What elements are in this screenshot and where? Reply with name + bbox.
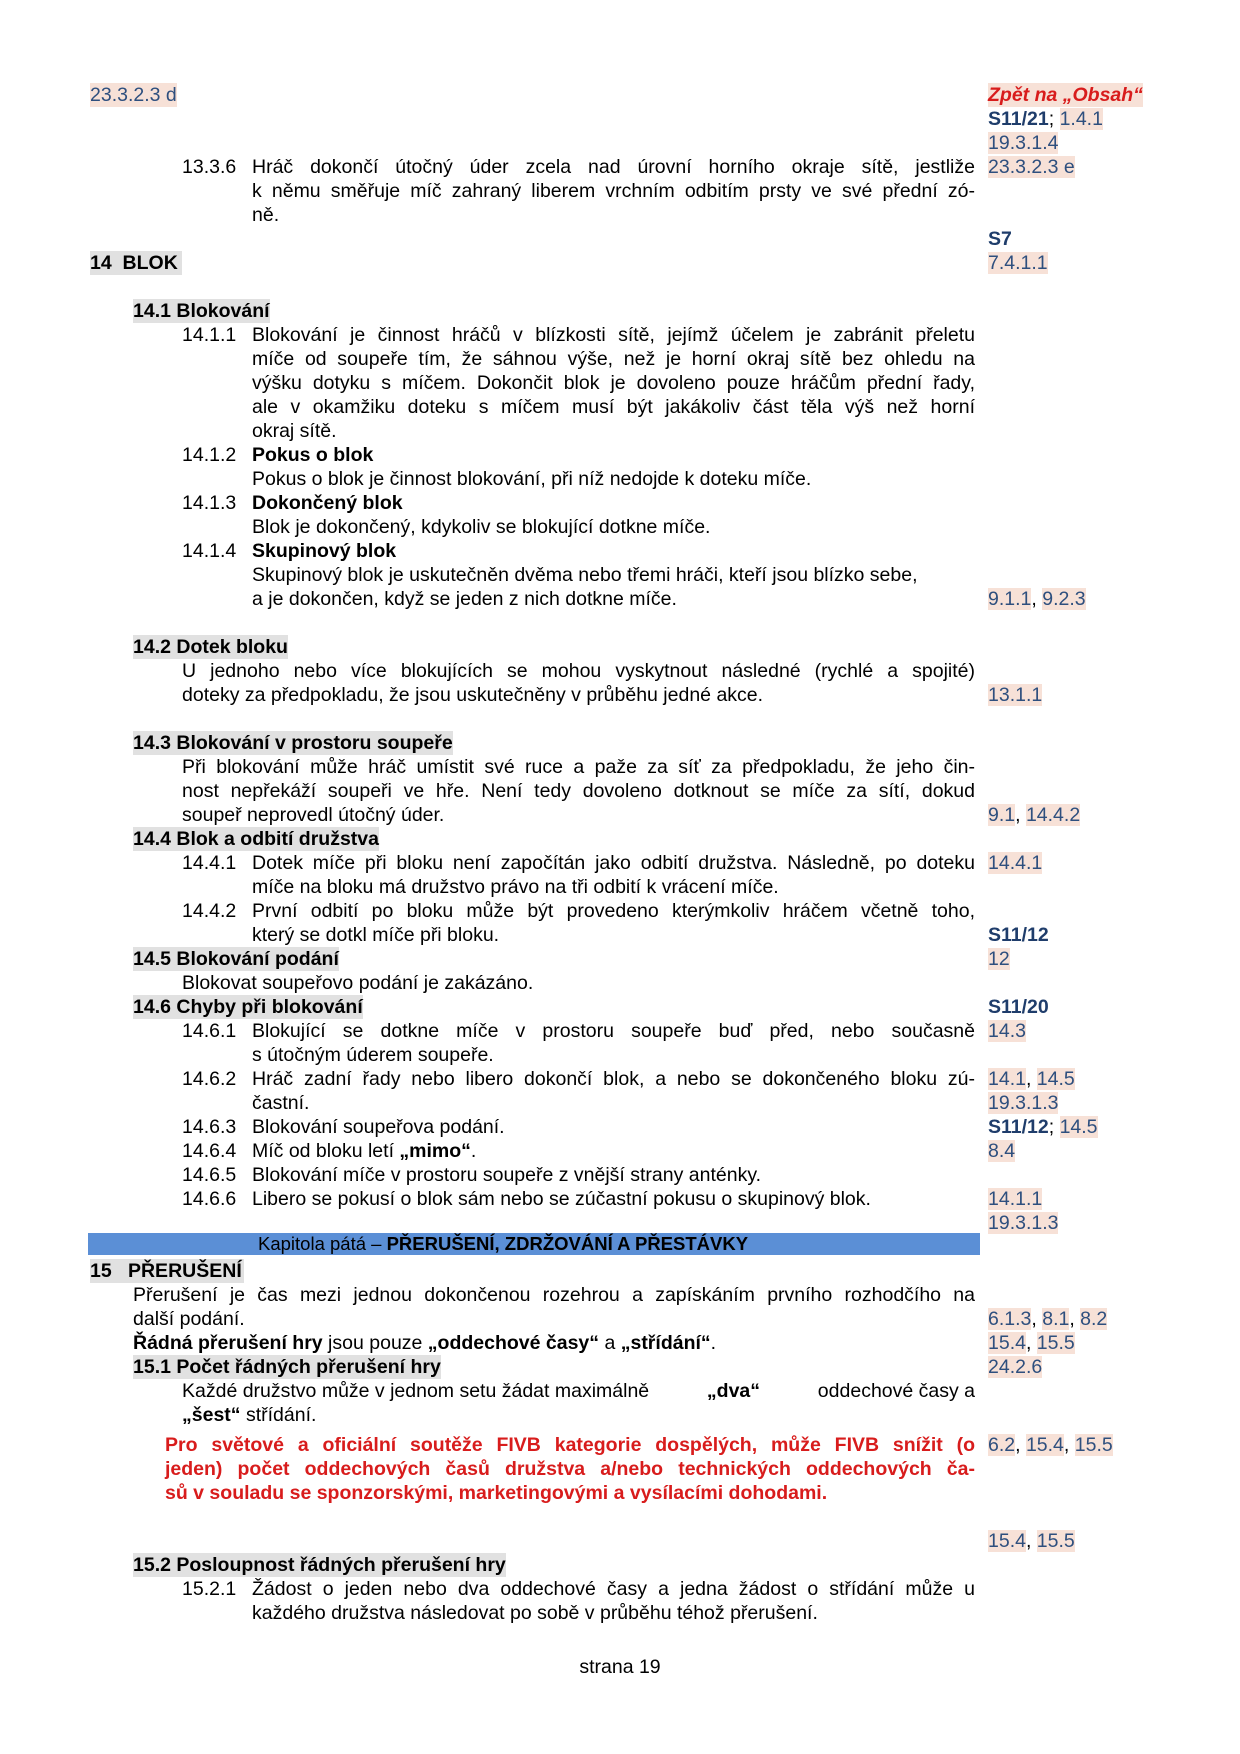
rule-text: a je dokončen, když se jeden z nich dotkne míče. [252, 588, 677, 610]
margin-ref-row [988, 683, 1042, 707]
margin-ref-row: 6.2, 15.4, 15.5 [988, 1434, 1113, 1456]
fivb-note: jeden) počet oddechových časů družstva a/nebo technických oddechových ča- [165, 1458, 975, 1480]
rule-text: Žádost o jeden nebo dva oddechové časy a jedna žádost o střídání může u [252, 1578, 975, 1600]
margin-ref-row [988, 1091, 1058, 1115]
rule-text-part: Míč od bloku letí [252, 1140, 400, 1162]
rule-text: Libero se pokusí o blok sám nebo se zúčastní pokusu o skupinový blok. [252, 1188, 871, 1210]
ref-link[interactable]: 14.1 [988, 1068, 1026, 1090]
margin-ref-row: S11/12; 14.5 [988, 1116, 1098, 1138]
section-heading: 15.1 Počet řádných přerušení hry [133, 1356, 441, 1378]
margin-ref-row [988, 1211, 1058, 1235]
rule-text: míče od soupeře tím, že sáhnou výše, než je horní okraj sítě bez ohledu na [252, 348, 975, 370]
rule-text-emphasis: „mimo“ [399, 1140, 471, 1162]
section-heading: 14.4 Blok a odbití družstva [133, 828, 379, 850]
rule-number: 14.1.2 [182, 444, 237, 466]
ref-link[interactable]: 15.5 [1074, 1434, 1113, 1456]
ref-link[interactable]: 14.3 [988, 1020, 1026, 1042]
chapter-banner-heading: PŘERUŠENÍ, ZDRŽOVÁNÍ A PŘESTÁVKY [386, 1233, 749, 1254]
ref-link[interactable]: 19.3.1.4 [988, 132, 1059, 154]
text-emphasis: „dva“ [706, 1380, 761, 1402]
text-emphasis: Řádná přerušení hry [133, 1332, 323, 1354]
rule-text: Blokující se dotkne míče v prostoru soupeře buď před, nebo současně [252, 1020, 975, 1042]
section-heading: 14.6 Chyby při blokování [133, 996, 363, 1018]
rule-text: První odbití po bloku může být provedeno kterýmkoliv hráčem včetně toho, [252, 900, 975, 922]
chapter-number: 14 [90, 252, 112, 274]
chapter-banner-prefix: Kapitola pátá – [258, 1233, 387, 1254]
chapter-text: další podání. [133, 1308, 245, 1330]
margin-ref-row [988, 1019, 1026, 1043]
rule-text: ně. [252, 204, 280, 226]
text-part: střídání. [240, 1404, 317, 1426]
ref-link[interactable]: S11/12 [988, 924, 1049, 946]
text-emphasis: „šest“ [182, 1404, 241, 1426]
section-text: soupeř neprovedl útočný úder. [182, 804, 445, 826]
rule-text: s útočným úderem soupeře. [252, 1044, 494, 1066]
ref-link[interactable]: 15.4 [1025, 1434, 1064, 1456]
text-part: Každé družstvo může v jednom setu žádat maximálně [182, 1380, 655, 1402]
ref-link[interactable]: 24.2.6 [988, 1356, 1043, 1378]
rule-text: častní. [252, 1092, 310, 1114]
section-heading: 14.1 Blokování [133, 300, 270, 322]
ref-link[interactable]: S11/21 [988, 108, 1049, 130]
margin-ref-row [988, 227, 1012, 251]
ref-link[interactable]: 8.4 [988, 1140, 1016, 1162]
margin-ref-row [988, 923, 1049, 947]
rule-text: Blokování soupeřova podání. [252, 1116, 505, 1138]
rule-text [252, 1139, 476, 1163]
margin-ref-row [988, 1355, 1042, 1379]
ref-link[interactable]: 14.4.2 [1025, 804, 1081, 826]
ref-link[interactable]: S11/12 [988, 1116, 1049, 1138]
top-reference[interactable]: 23.3.2.3 d [90, 84, 177, 106]
rule-text: Hráč dokončí útočný úder zcela nad úrovní horního okraje sítě, jestliže [252, 156, 975, 178]
ref-link[interactable]: S11/20 [988, 996, 1049, 1018]
ref-link[interactable]: 9.1.1 [988, 588, 1032, 610]
rule-number: 14.1.4 [182, 540, 237, 562]
chapter-text: Přerušení je čas mezi jednou dokončenou rozehrou a zapískáním prvního rozhodčího na [133, 1284, 975, 1306]
rule-number: 14.1.3 [182, 492, 237, 514]
text-part: . [710, 1332, 717, 1354]
section-text [182, 1403, 316, 1427]
ref-link[interactable]: 14.5 [1036, 1068, 1075, 1090]
ref-link[interactable]: S7 [988, 228, 1012, 250]
ref-link[interactable]: 23.3.2.3 e [988, 156, 1075, 178]
text-part: a [599, 1332, 621, 1354]
fivb-note: Pro světové a oficiální soutěže FIVB kategorie dospělých, může FIVB snížit (o [165, 1434, 975, 1456]
ref-link[interactable]: 15.4 [988, 1530, 1026, 1552]
margin-ref-row [988, 131, 1058, 155]
ref-link[interactable]: 12 [988, 948, 1010, 970]
rule-text-part: . [470, 1140, 477, 1162]
ref-link[interactable]: 7.4.1.1 [988, 252, 1048, 274]
section-text: Blokovat soupeřovo podání je zakázáno. [182, 972, 534, 994]
margin-ref-row: 9.1.1, 9.2.3 [988, 588, 1086, 610]
rule-number: 14.6.4 [182, 1140, 237, 1162]
text-part: jsou pouze [322, 1332, 428, 1354]
page-number: strana 19 [579, 1656, 661, 1678]
rule-text: ale v okamžiku doteku s míčem musí být jakákoliv část těla výš než horní [252, 396, 975, 418]
back-to-contents-link[interactable]: Zpět na „Obsah“ [988, 84, 1143, 106]
rule-text: výšku dotyku s míčem. Dokončit blok je dovoleno pouze hráčům přední řady, [252, 372, 975, 394]
rule-number: 14.6.1 [182, 1020, 237, 1042]
rule-number: 14.6.5 [182, 1164, 237, 1186]
rule-number: 14.4.2 [182, 900, 237, 922]
section-heading: 14.3 Blokování v prostoru soupeře [133, 732, 453, 754]
ref-link[interactable]: 19.3.1.3 [988, 1092, 1059, 1114]
rule-text: Hráč zadní řady nebo libero dokončí blok, a nebo se dokončeného bloku zú- [252, 1068, 975, 1090]
chapter-text [133, 1331, 716, 1355]
rule-text: Dotek míče při bloku není započítán jako odbití družstva. Následně, po doteku [252, 852, 975, 874]
section-text: U jednoho nebo více blokujících se mohou vyskytnout následné (rychlé a spojité) [182, 660, 975, 682]
chapter-heading [90, 251, 182, 275]
rule-title: Pokus o blok [252, 444, 374, 466]
rule-number: 14.6.2 [182, 1068, 237, 1090]
ref-link[interactable]: 9.2.3 [1042, 588, 1086, 610]
ref-link[interactable]: 14.1.1 [988, 1188, 1043, 1210]
text-emphasis: „oddechové časy“ [427, 1332, 600, 1354]
section-text: nost nepřekáží soupeři ve hře. Není tedy dovoleno dotknout se míče za sítí, dokud [182, 780, 975, 802]
ref-link[interactable]: 14.4.1 [988, 852, 1043, 874]
margin-ref-row: 6.1.3, 8.1, 8.2 [988, 1308, 1108, 1330]
margin-ref-row [988, 1187, 1042, 1211]
rule-title: Skupinový blok [252, 540, 397, 562]
margin-ref-row [988, 947, 1010, 971]
rule-text: okraj sítě. [252, 420, 337, 442]
rule-text: Skupinový blok je uskutečněn dvěma nebo třemi hráči, kteří jsou blízko sebe, [252, 564, 918, 586]
rule-text: míče na bloku má družstvo právo na tři odbití k vrácení míče. [252, 876, 779, 898]
margin-ref-row [988, 155, 1075, 179]
section-heading: 14.5 Blokování podání [133, 948, 339, 970]
fivb-note: sů v souladu se sponzorskými, marketingovými a vysílacími dohodami. [165, 1482, 828, 1504]
ref-link[interactable]: 8.2 [1080, 1308, 1108, 1330]
chapter-title: PŘERUŠENÍ [127, 1260, 242, 1282]
ref-link[interactable]: 15.5 [1036, 1530, 1075, 1552]
rule-number: 14.6.3 [182, 1116, 237, 1138]
margin-ref-row: 14.1, 14.5 [988, 1068, 1075, 1090]
rule-title: Dokončený blok [252, 492, 403, 514]
margin-ref-row [988, 1139, 1015, 1163]
ref-link[interactable]: 6.1.3 [988, 1308, 1032, 1330]
chapter-banner-title [258, 1233, 748, 1255]
rule-text: Blokování míče v prostoru soupeře z vnější strany anténky. [252, 1164, 762, 1186]
ref-link[interactable]: 14.5 [1059, 1116, 1098, 1138]
chapter-heading [90, 1259, 244, 1283]
rule-text: Blokování je činnost hráčů v blízkosti sítě, jejímž účelem je zabránit přeletu [252, 324, 975, 346]
rule-number: 14.6.6 [182, 1188, 237, 1210]
ref-link[interactable]: 8.1 [1042, 1308, 1070, 1330]
rule-number: 13.3.6 [182, 156, 237, 178]
rule-text: každého družstva následovat po sobě v průběhu téhož přerušení. [252, 1602, 818, 1624]
ref-link[interactable]: 19.3.1.3 [988, 1212, 1059, 1234]
rule-number: 14.1.1 [182, 324, 237, 346]
margin-ref-row: S11/21; 1.4.1 [988, 108, 1103, 130]
ref-link[interactable]: 6.2 [988, 1434, 1016, 1456]
margin-ref-row: 15.4, 15.5 [988, 1530, 1075, 1552]
rule-number: 15.2.1 [182, 1578, 237, 1600]
section-heading: 15.2 Posloupnost řádných přerušení hry [133, 1554, 506, 1576]
ref-link[interactable]: 1.4.1 [1059, 108, 1103, 130]
margin-ref-row [988, 251, 1048, 275]
chapter-number: 15 [90, 1260, 112, 1282]
margin-ref-row: 15.4, 15.5 [988, 1332, 1075, 1354]
rule-text: Blok je dokončený, kdykoliv se blokující dotkne míče. [252, 516, 711, 538]
margin-ref-row [988, 851, 1042, 875]
section-text [182, 1379, 975, 1403]
ref-link[interactable]: 13.1.1 [988, 684, 1043, 706]
rule-text: k němu směřuje míč zahraný liberem vrchním odbitím prsty ve své přední zó- [252, 180, 975, 202]
chapter-title: BLOK [122, 252, 178, 274]
ref-link[interactable]: 9.1 [988, 804, 1016, 826]
section-text: Při blokování může hráč umístit své ruce a paže za síť za předpokladu, že jeho čin- [182, 756, 975, 778]
section-text: doteky za předpokladu, že jsou uskutečněny v průběhu jedné akce. [182, 684, 764, 706]
rule-text: Pokus o blok je činnost blokování, při níž nedojde k doteku míče. [252, 468, 812, 490]
rule-number: 14.4.1 [182, 852, 237, 874]
margin-ref-row [988, 995, 1049, 1019]
margin-ref-row: 9.1, 14.4.2 [988, 804, 1081, 826]
rule-text: který se dotkl míče při bloku. [252, 924, 500, 946]
section-heading: 14.2 Dotek bloku [133, 636, 288, 658]
text-emphasis: „střídání“ [620, 1332, 711, 1354]
text-part: oddechové časy a [812, 1380, 975, 1402]
ref-link[interactable]: 15.5 [1036, 1332, 1075, 1354]
ref-link[interactable]: 15.4 [988, 1332, 1026, 1354]
